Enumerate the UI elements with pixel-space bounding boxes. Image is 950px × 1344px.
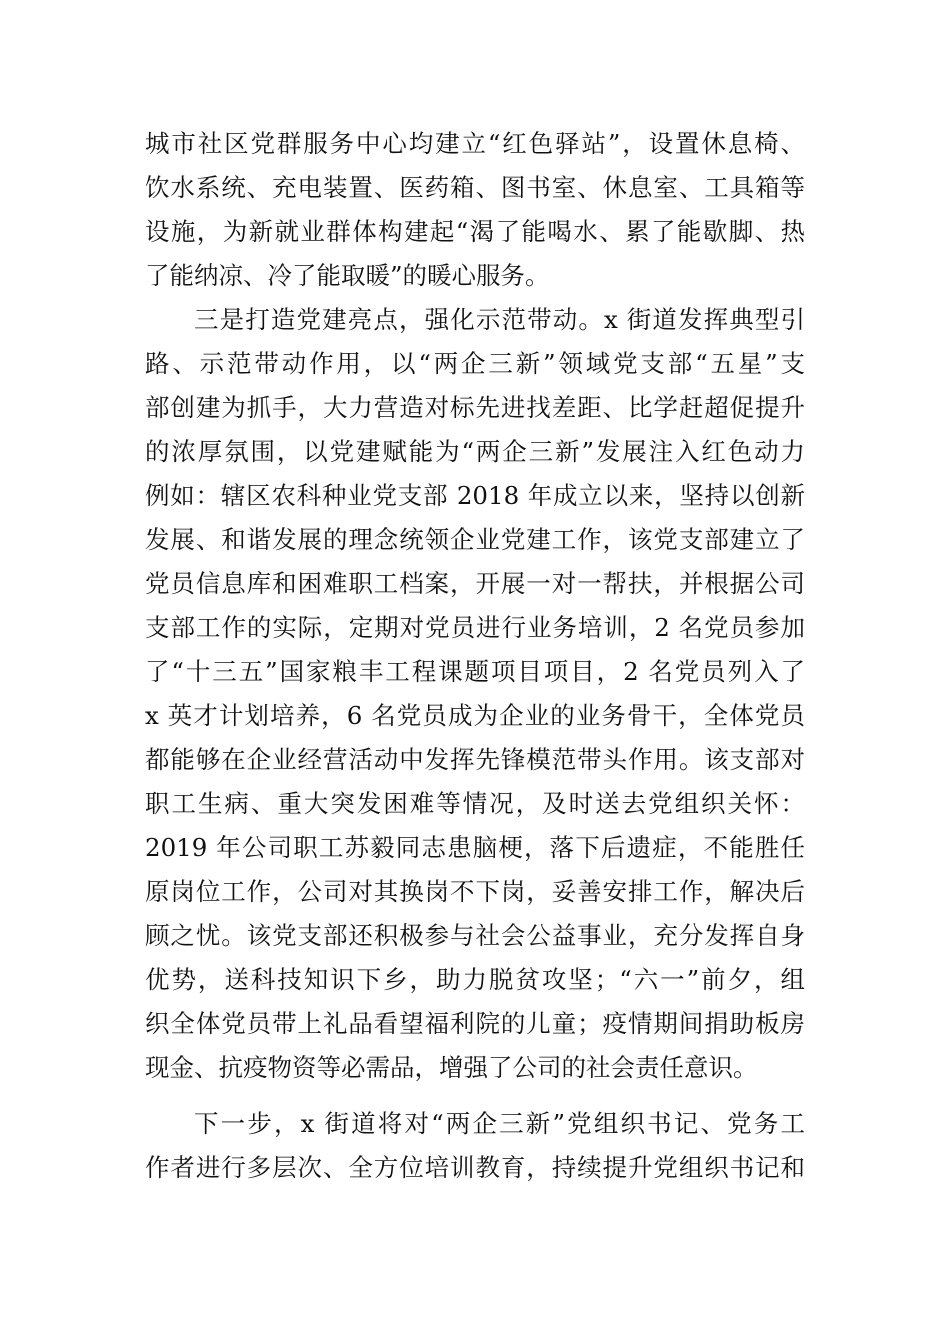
body-line: 支部工作的实际，定期对党员进行业务培训，2 名党员参加: [145, 613, 805, 642]
paragraph-first-line: 下一步，x 街道将对“两企三新”党组织书记、党务工: [194, 1109, 805, 1138]
body-line: 原岗位工作，公司对其换岗不下岗，妥善安排工作，解决后: [145, 877, 805, 906]
body-line: 设施，为新就业群体构建起“渴了能喝水、累了能歇脚、热: [145, 217, 805, 246]
body-line: 职工生病、重大突发困难等情况，及时送去党组织关怀：: [145, 789, 805, 818]
body-line: 的浓厚氛围，以党建赋能为“两企三新”发展注入红色动力: [145, 437, 805, 466]
body-line: 2019 年公司职工苏毅同志患脑梗，落下后遗症，不能胜任: [145, 833, 805, 862]
body-line: 例如：辖区农科种业党支部 2018 年成立以来，坚持以创新: [145, 481, 805, 510]
body-line: 顾之忧。该党支部还积极参与社会公益事业，充分发挥自身: [145, 921, 805, 950]
body-line: 部创建为抓手，大力营造对标先进找差距、比学赶超促提升: [145, 393, 805, 422]
body-line: 党员信息库和困难职工档案，开展一对一帮扶，并根据公司: [145, 569, 805, 598]
body-line: 现金、抗疫物资等必需品，增强了公司的社会责任意识。: [145, 1053, 758, 1082]
body-line: 发展、和谐发展的理念统领企业党建工作，该党支部建立了: [145, 525, 805, 554]
body-line: 了能纳凉、冷了能取暖”的暖心服务。: [145, 261, 550, 290]
body-line: 路、示范带动作用，以“两企三新”领域党支部“五星”支: [145, 349, 805, 378]
body-line: 作者进行多层次、全方位培训教育，持续提升党组织书记和: [145, 1153, 805, 1182]
body-line: 都能够在企业经营活动中发挥先锋模范带头作用。该支部对: [145, 745, 805, 774]
body-line: 织全体党员带上礼品看望福利院的儿童；疫情期间捐助板房: [145, 1009, 805, 1038]
body-line: 饮水系统、充电装置、医药箱、图书室、休息室、工具箱等: [145, 173, 805, 202]
body-line: 了“十三五”国家粮丰工程课题项目项目，2 名党员列入了: [145, 657, 805, 686]
body-line: 城市社区党群服务中心均建立“红色驿站”，设置休息椅、: [145, 129, 805, 158]
body-line: x 英才计划培养，6 名党员成为企业的业务骨干，全体党员: [145, 701, 805, 730]
paragraph-first-line: 三是打造党建亮点，强化示范带动。x 街道发挥典型引: [194, 305, 805, 334]
body-line: 优势，送科技知识下乡，助力脱贫攻坚；“六一”前夕，组: [145, 965, 805, 994]
